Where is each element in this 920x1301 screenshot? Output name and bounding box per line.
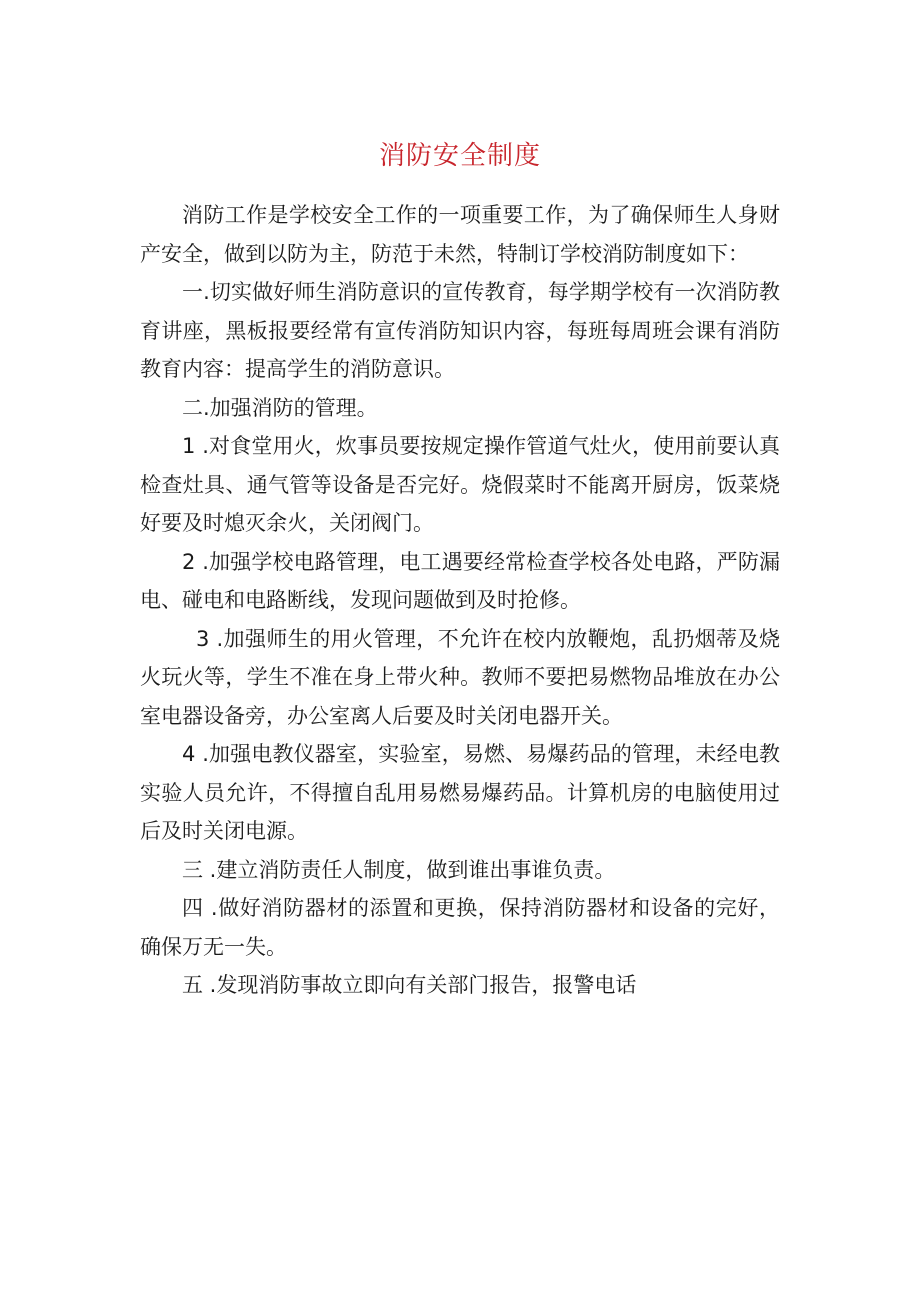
item-four-paragraph: 4 .加强电教仪器室，实验室，易燃、易爆药品的管理，未经电教实验人员允许，不得擅自乱用易燃易爆药品。计算机房的电脑使用过后及时关闭电源。 bbox=[140, 742, 780, 843]
section-two-heading: 二.加强消防的管理。 bbox=[182, 395, 378, 420]
intro-paragraph: 消防工作是学校安全工作的一项重要工作，为了确保师生人身财产安全，做到以防为主，防范于未然，特制订学校消防制度如下： bbox=[140, 203, 780, 266]
item-one-paragraph: 1 .对食堂用火，炊事员要按规定操作管道气灶火，使用前要认真检查灶具、通气管等设备是否完好。烧假菜时不能离开厨房，饭菜烧好要及时熄灭余火，关闭阀门。 bbox=[140, 434, 780, 535]
document-body bbox=[140, 196, 780, 1005]
section-four-paragraph: 四 .做好消防器材的添置和更换，保持消防器材和设备的完好，确保万无一失。 bbox=[140, 896, 780, 959]
section-three-paragraph: 三 .建立消防责任人制度，做到谁出事谁负责。 bbox=[182, 857, 616, 882]
item-two-paragraph: 2 .加强学校电路管理，电工遇要经常检查学校各处电路，严防漏电、碰电和电路断线，发现问题做到及时抢修。 bbox=[140, 549, 780, 612]
document-title: 消防安全制度 bbox=[378, 141, 541, 171]
section-five-paragraph: 五 .发现消防事故立即向有关部门报告，报警电话 bbox=[182, 973, 637, 997]
section-one-paragraph: 一.切实做好师生消防意识的宣传教育，每学期学校有一次消防教育讲座，黑板报要经常有宣传消防知识内容，每班每周班会课有消防教育内容：提高学生的消防意识。 bbox=[140, 280, 780, 381]
item-three-paragraph: 3 .加强师生的用火管理，不允许在校内放鞭炮，乱扔烟蒂及烧火玩火等，学生不准在身上带火种。教师不要把易燃物品堆放在办公室电器设备旁，办公室离人后要及时关闭电器开关。 bbox=[140, 626, 780, 728]
